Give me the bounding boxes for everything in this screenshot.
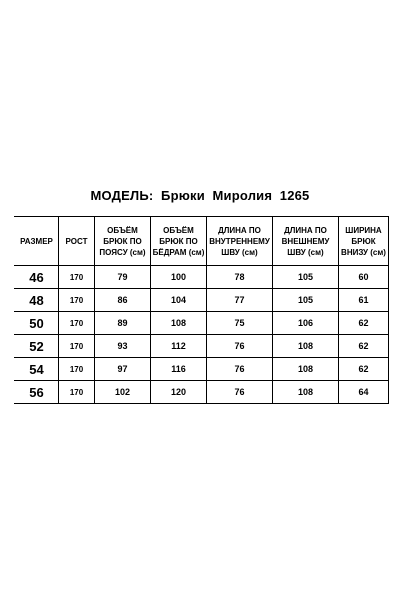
bottom-width-cell: 61 <box>339 289 389 312</box>
page-title: МОДЕЛЬ: Брюки Миролия 1265 <box>90 188 310 203</box>
header-inseam: ДЛИНА ПО ВНУТРЕННЕМУ ШВУ (см) <box>207 217 273 266</box>
outseam-cell: 108 <box>273 358 339 381</box>
table-row <box>15 358 389 381</box>
bottom-width-cell: 64 <box>339 381 389 404</box>
inseam-cell: 75 <box>207 312 273 335</box>
size-cell: 56 <box>15 381 59 404</box>
bottom-width-cell: 62 <box>339 312 389 335</box>
inseam-cell: 76 <box>207 335 273 358</box>
outseam-cell: 106 <box>273 312 339 335</box>
hips-cell: 104 <box>151 289 207 312</box>
bottom-width-cell: 60 <box>339 266 389 289</box>
height-cell: 170 <box>59 312 95 335</box>
height-cell: 170 <box>59 358 95 381</box>
height-cell: 170 <box>59 335 95 358</box>
height-cell: 170 <box>59 266 95 289</box>
size-cell: 46 <box>15 266 59 289</box>
hips-cell: 116 <box>151 358 207 381</box>
size-table <box>14 216 389 404</box>
header-hips: ОБЪЁМ БРЮК ПО БЁДРАМ (см) <box>151 217 207 266</box>
header-bottom-width: ШИРИНА БРЮК ВНИЗУ (см) <box>339 217 389 266</box>
bottom-width-cell: 62 <box>339 358 389 381</box>
table-row <box>15 289 389 312</box>
table-header-row <box>15 217 389 266</box>
inseam-cell: 78 <box>207 266 273 289</box>
header-outseam: ДЛИНА ПО ВНЕШНЕМУ ШВУ (см) <box>273 217 339 266</box>
hips-cell: 112 <box>151 335 207 358</box>
inseam-cell: 76 <box>207 381 273 404</box>
hips-cell: 120 <box>151 381 207 404</box>
inseam-cell: 76 <box>207 358 273 381</box>
size-cell: 54 <box>15 358 59 381</box>
header-size: РАЗМЕР <box>15 217 59 266</box>
hips-cell: 108 <box>151 312 207 335</box>
table-row <box>15 312 389 335</box>
outseam-cell: 105 <box>273 266 339 289</box>
waist-cell: 93 <box>95 335 151 358</box>
waist-cell: 102 <box>95 381 151 404</box>
waist-cell: 97 <box>95 358 151 381</box>
height-cell: 170 <box>59 381 95 404</box>
size-cell: 50 <box>15 312 59 335</box>
outseam-cell: 108 <box>273 381 339 404</box>
header-height: РОСТ <box>59 217 95 266</box>
size-cell: 48 <box>15 289 59 312</box>
table-row <box>15 381 389 404</box>
outseam-cell: 105 <box>273 289 339 312</box>
table-row <box>15 266 389 289</box>
height-cell: 170 <box>59 289 95 312</box>
header-waist: ОБЪЁМ БРЮК ПО ПОЯСУ (см) <box>95 217 151 266</box>
inseam-cell: 77 <box>207 289 273 312</box>
size-cell: 52 <box>15 335 59 358</box>
waist-cell: 79 <box>95 266 151 289</box>
bottom-width-cell: 62 <box>339 335 389 358</box>
hips-cell: 100 <box>151 266 207 289</box>
outseam-cell: 108 <box>273 335 339 358</box>
waist-cell: 86 <box>95 289 151 312</box>
waist-cell: 89 <box>95 312 151 335</box>
table-row <box>15 335 389 358</box>
